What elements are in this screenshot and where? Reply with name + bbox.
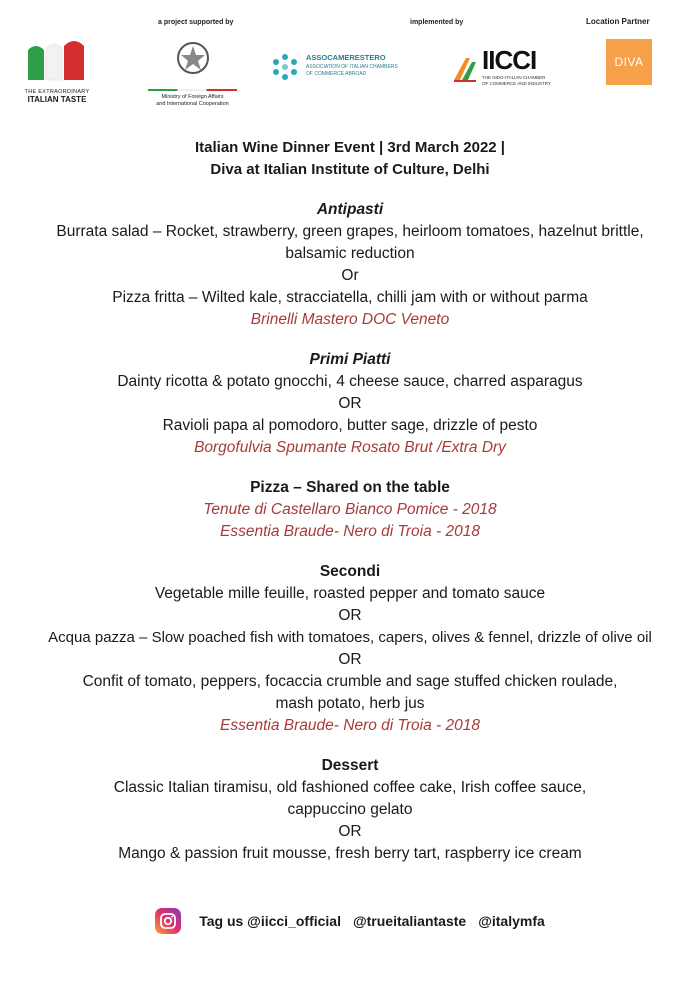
- italian-taste-line1: THE EXTRAORDINARY: [24, 89, 90, 95]
- dessert-item1-line2: cappuccino gelato: [287, 801, 413, 818]
- section-secondi: [0, 561, 700, 737]
- assoc-sub2: OF COMMERCE ABROAD: [306, 71, 367, 77]
- iicci-logo: [452, 46, 567, 91]
- menu-content: [0, 137, 700, 865]
- handle-italymfa: @italymfa: [478, 913, 545, 929]
- ministry-line2: and International Cooperation: [156, 101, 229, 107]
- implemented-label: implemented by: [410, 19, 464, 26]
- section-primi: [0, 349, 700, 459]
- iicci-swoosh-icon: [452, 50, 478, 82]
- primi-item2: Ravioli papa al pomodoro, butter sage, drizzle of pesto: [162, 417, 538, 434]
- emblem-icon: [173, 36, 213, 80]
- dessert-item1-line1: Classic Italian tiramisu, old fashioned coffee cake, Irish coffee sauce,: [113, 779, 587, 796]
- antipasti-title: Antipasti: [316, 201, 384, 218]
- italian-taste-line2: ITALIAN TASTE: [27, 95, 87, 104]
- primi-item1: Dainty ricotta & potato gnocchi, 4 cheese sauce, charred asparagus: [117, 373, 583, 390]
- diva-logo: DIVA: [606, 39, 652, 85]
- event-title-line1: Italian Wine Dinner Event | 3rd March 2022 |: [194, 139, 506, 156]
- instagram-icon: [155, 908, 181, 934]
- primi-title: Primi Piatti: [309, 351, 391, 368]
- section-dessert: [0, 755, 700, 865]
- secondi-item1: Vegetable mille feuille, roasted pepper and tomato sauce: [154, 585, 546, 602]
- tag-us-text: Tag us @iicci_official: [199, 913, 341, 929]
- secondi-wine: Essentia Braude- Nero di Troia - 2018: [220, 717, 480, 734]
- dessert-item2: Mango & passion fruit mousse, fresh berry tart, raspberry ice cream: [118, 845, 582, 862]
- secondi-or2: OR: [338, 651, 362, 668]
- primi-or: OR: [338, 395, 362, 412]
- dessert-or: OR: [338, 823, 362, 840]
- antipasti-wine: Brinelli Mastero DOC Veneto: [250, 311, 450, 328]
- logo-header: [0, 0, 700, 125]
- assoc-dots-icon: [270, 52, 300, 82]
- secondi-or1: OR: [338, 607, 362, 624]
- antipasti-item1-line1: Burrata salad – Rocket, strawberry, green grapes, heirloom tomatoes, hazelnut brittle,: [56, 223, 644, 240]
- antipasti-or: Or: [341, 267, 359, 284]
- secondi-item2: Acqua pazza – Slow poached fish with tomatoes, capers, olives & fennel, drizzle of olive oil: [48, 629, 652, 646]
- secondi-title: Secondi: [319, 563, 381, 580]
- dessert-title: Dessert: [321, 757, 379, 774]
- pizza-wine1: Tenute di Castellaro Bianco Pomice - 2018: [203, 501, 497, 518]
- ministry-line1: Ministry of Foreign Affairs: [161, 94, 224, 100]
- section-antipasti: [0, 199, 700, 331]
- iicci-sub1: THE INDO-ITALIAN CHAMBER: [482, 75, 546, 80]
- primi-wine: Borgofulvia Spumante Rosato Brut /Extra Dry: [194, 439, 506, 456]
- pizza-wine2: Essentia Braude- Nero di Troia - 2018: [220, 523, 480, 540]
- project-supported-label: a project supported by: [158, 19, 234, 26]
- secondi-item3-line1: Confit of tomato, peppers, focaccia crumble and sage stuffed chicken roulade,: [82, 673, 618, 690]
- assoc-name: ASSOCAMERESTERO: [306, 53, 386, 62]
- italian-flag-icon: [22, 36, 92, 84]
- ministry-logo: [140, 36, 245, 111]
- location-partner-label: Location Partner: [586, 17, 650, 26]
- social-footer: [0, 906, 700, 936]
- section-pizza: [0, 477, 700, 543]
- handle-trueitaliantaste: @trueitaliantaste: [352, 913, 467, 929]
- event-title-line2: Diva at Italian Institute of Culture, Delhi: [210, 161, 490, 178]
- iicci-sub2: OF COMMERCE AND INDUSTRY: [482, 81, 551, 86]
- italian-taste-logo: [22, 36, 92, 108]
- antipasti-item2: Pizza fritta – Wilted kale, stracciatella, chilli jam with or without parma: [112, 289, 588, 306]
- iicci-name: IICCI: [482, 45, 537, 75]
- assoc-sub1: ASSOCIATION OF ITALIAN CHAMBERS: [306, 64, 398, 70]
- antipasti-item1-line2: balsamic reduction: [285, 245, 415, 262]
- secondi-item3-line2: mash potato, herb jus: [275, 695, 425, 712]
- assocamerestero-logo: [270, 52, 430, 88]
- flag-stripe: [148, 89, 237, 91]
- pizza-title: Pizza – Shared on the table: [250, 479, 450, 496]
